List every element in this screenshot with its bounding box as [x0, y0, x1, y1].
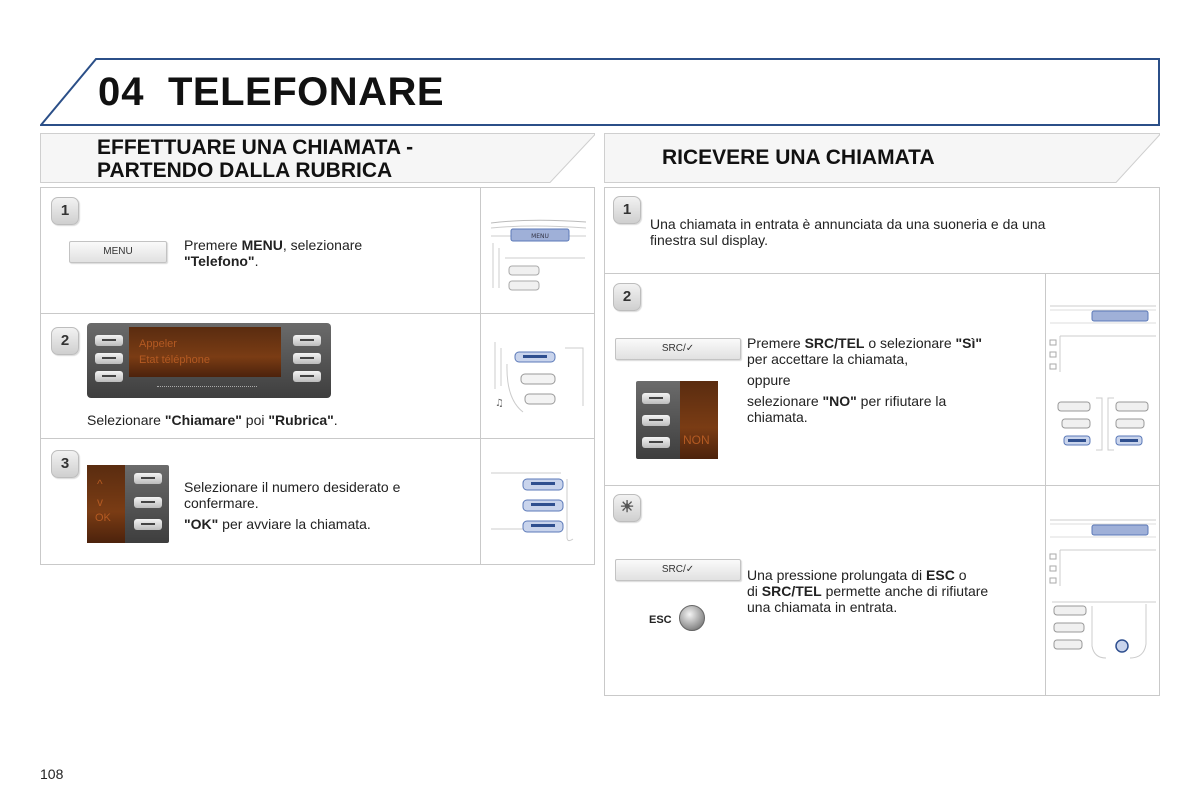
left-step-1-text: Premere MENU, selezionare "Telefono". — [184, 237, 363, 269]
ok-keys-illustration — [480, 439, 594, 564]
svg-text:♫: ♫ — [495, 398, 504, 409]
ok-panel-image: ^ v OK — [87, 465, 169, 543]
chapter-title: TELEFONARE — [168, 70, 445, 114]
step-badge: 1 — [613, 196, 641, 224]
ok-screen-label: OK — [95, 512, 111, 524]
screen-line-2: Etat téléphone — [139, 354, 210, 366]
chapter-number: 04 — [98, 70, 145, 114]
src-tel-button-image-2: SRC/✓ — [615, 559, 741, 581]
screen-line-1: Appeler — [139, 338, 177, 350]
right-step-2-text: Premere SRC/TEL o selezionare "Sì" per accettare la chiamata, — [747, 335, 983, 367]
left-section-header — [40, 133, 595, 183]
right-step-1-text: Una chiamata in entrata è annunciata da una suoneria e da una finestra sul display. — [650, 216, 1046, 248]
right-step-2-oppure: oppure — [747, 372, 791, 388]
right-section-header — [604, 133, 1160, 183]
left-step-3-text: Selezionare il numero desiderato e confermare. — [184, 479, 401, 511]
step-badge: 3 — [51, 450, 79, 478]
left-step-2 — [40, 313, 595, 439]
left-section-title-line2: PARTENDO DALLA RUBRICA — [97, 159, 393, 182]
menu-panel-illustration — [480, 188, 594, 313]
right-step-tip — [604, 485, 1160, 696]
menu-button-image: MENU — [69, 241, 167, 263]
esc-panel-illustration — [1045, 486, 1159, 695]
esc-label: ESC — [649, 614, 672, 626]
left-step-2-text: Selezionare "Chiamare" poi "Rubrica". — [87, 412, 338, 428]
right-step-2-text-no: selezionare "NO" per rifiutare la chiamata. — [747, 393, 947, 425]
tip-icon: ☀ — [613, 494, 641, 522]
step-badge: 2 — [613, 283, 641, 311]
left-step-3-text-ok: "OK" per avviare la chiamata. — [184, 516, 371, 532]
non-screen-label: NON — [683, 433, 710, 447]
left-step-3 — [40, 438, 595, 565]
left-section-title-line1: EFFETTUARE UNA CHIAMATA - — [97, 136, 414, 159]
src-tel-button-image: SRC/✓ — [615, 338, 741, 360]
display-panel-image — [87, 323, 331, 398]
src-panel-illustration — [1045, 274, 1159, 485]
right-step-1 — [604, 187, 1160, 274]
chapter-header — [40, 58, 1160, 126]
right-step-2 — [604, 273, 1160, 486]
right-step-tip-text: Una pressione prolungata di ESC o di SRC/TEL permette anche di rifiutare una chiamata in entrata. — [747, 567, 989, 615]
keys-illustration — [480, 314, 594, 438]
svg-text:MENU: MENU — [531, 233, 549, 240]
right-section-title: RICEVERE UNA CHIAMATA — [662, 146, 935, 169]
non-panel-image — [636, 381, 718, 459]
left-step-1 — [40, 187, 595, 314]
page-number: 108 — [40, 766, 64, 782]
step-badge: 1 — [51, 197, 79, 225]
esc-button-icon — [679, 605, 705, 631]
step-badge: 2 — [51, 327, 79, 355]
